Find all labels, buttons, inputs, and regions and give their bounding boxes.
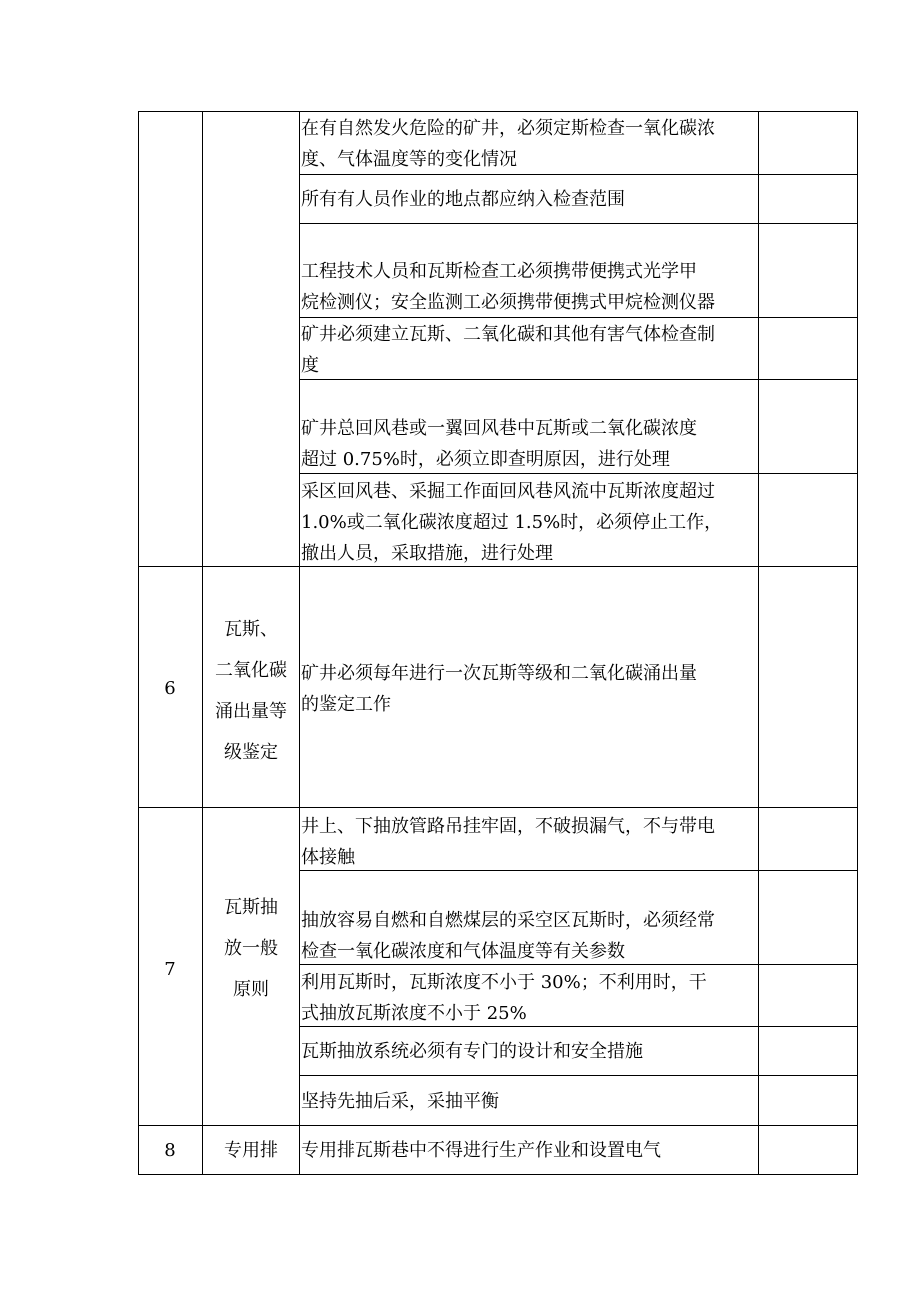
row-content: 采区回风巷、采掘工作面回风巷风流中瓦斯浓度超过 1.0%或二氧化碳浓度超过 1.5%时，必须停止工作， 撤出人员，采取措施，进行处理 (301, 481, 723, 564)
row-content: 抽放容易自燃和自燃煤层的采空区瓦斯时，必须经常 检查一氧化碳浓度和气体温度等有关参数 (301, 910, 715, 962)
table-border-bottom (138, 1174, 858, 1175)
row-content: 矿井总回风巷或一翼回风巷中瓦斯或二氧化碳浓度 超过 0.75%时，必须立即查明原因，进行处理 (301, 418, 697, 470)
row-content: 矿井必须每年进行一次瓦斯等级和二氧化碳涌出量 的鉴定工作 (301, 663, 697, 715)
table-border-left (138, 111, 139, 1175)
column-divider-3 (758, 111, 759, 1175)
row-divider (299, 1075, 858, 1076)
column-divider-2 (299, 111, 300, 1175)
item-name: 瓦斯、 二氧化碳 涌出量等 级鉴定 (215, 619, 287, 763)
row-content: 所有有人员作业的地点都应纳入检查范围 (301, 189, 625, 210)
row-content: 井上、下抽放管路吊挂牢固，不破损漏气，不与带电 体接触 (301, 816, 715, 868)
row-divider-full (138, 1125, 858, 1126)
item-name: 瓦斯抽 放一般 原则 (224, 897, 278, 1000)
row-number: 8 (164, 1140, 176, 1161)
row-number: 7 (164, 959, 176, 980)
row-number: 6 (164, 678, 176, 699)
row-content: 矿井必须建立瓦斯、二氧化碳和其他有害气体检查制 度 (301, 324, 715, 376)
table-border-right (857, 111, 858, 1175)
row-divider (299, 223, 858, 224)
inspection-table (138, 111, 858, 1175)
row-content: 瓦斯抽放系统必须有专门的设计和安全措施 (301, 1041, 643, 1062)
row-divider-full (138, 807, 858, 808)
row-content: 在有自然发火危险的矿井，必须定斯检查一氧化碳浓 度、气体温度等的变化情况 (301, 118, 715, 170)
row-content: 工程技术人员和瓦斯检查工必须携带便携式光学甲 烷检测仪；安全监测工必须携带便携式甲烷检测仪器 (301, 261, 715, 313)
row-content: 利用瓦斯时，瓦斯浓度不小于 30%；不利用时，干 式抽放瓦斯浓度不小于 25% (301, 972, 707, 1024)
row-content: 专用排瓦斯巷中不得进行生产作业和设置电气 (301, 1140, 661, 1161)
row-content: 坚持先抽后采，采抽平衡 (301, 1091, 499, 1112)
table-border-top (138, 111, 858, 112)
item-name: 专用排 (224, 1140, 278, 1161)
